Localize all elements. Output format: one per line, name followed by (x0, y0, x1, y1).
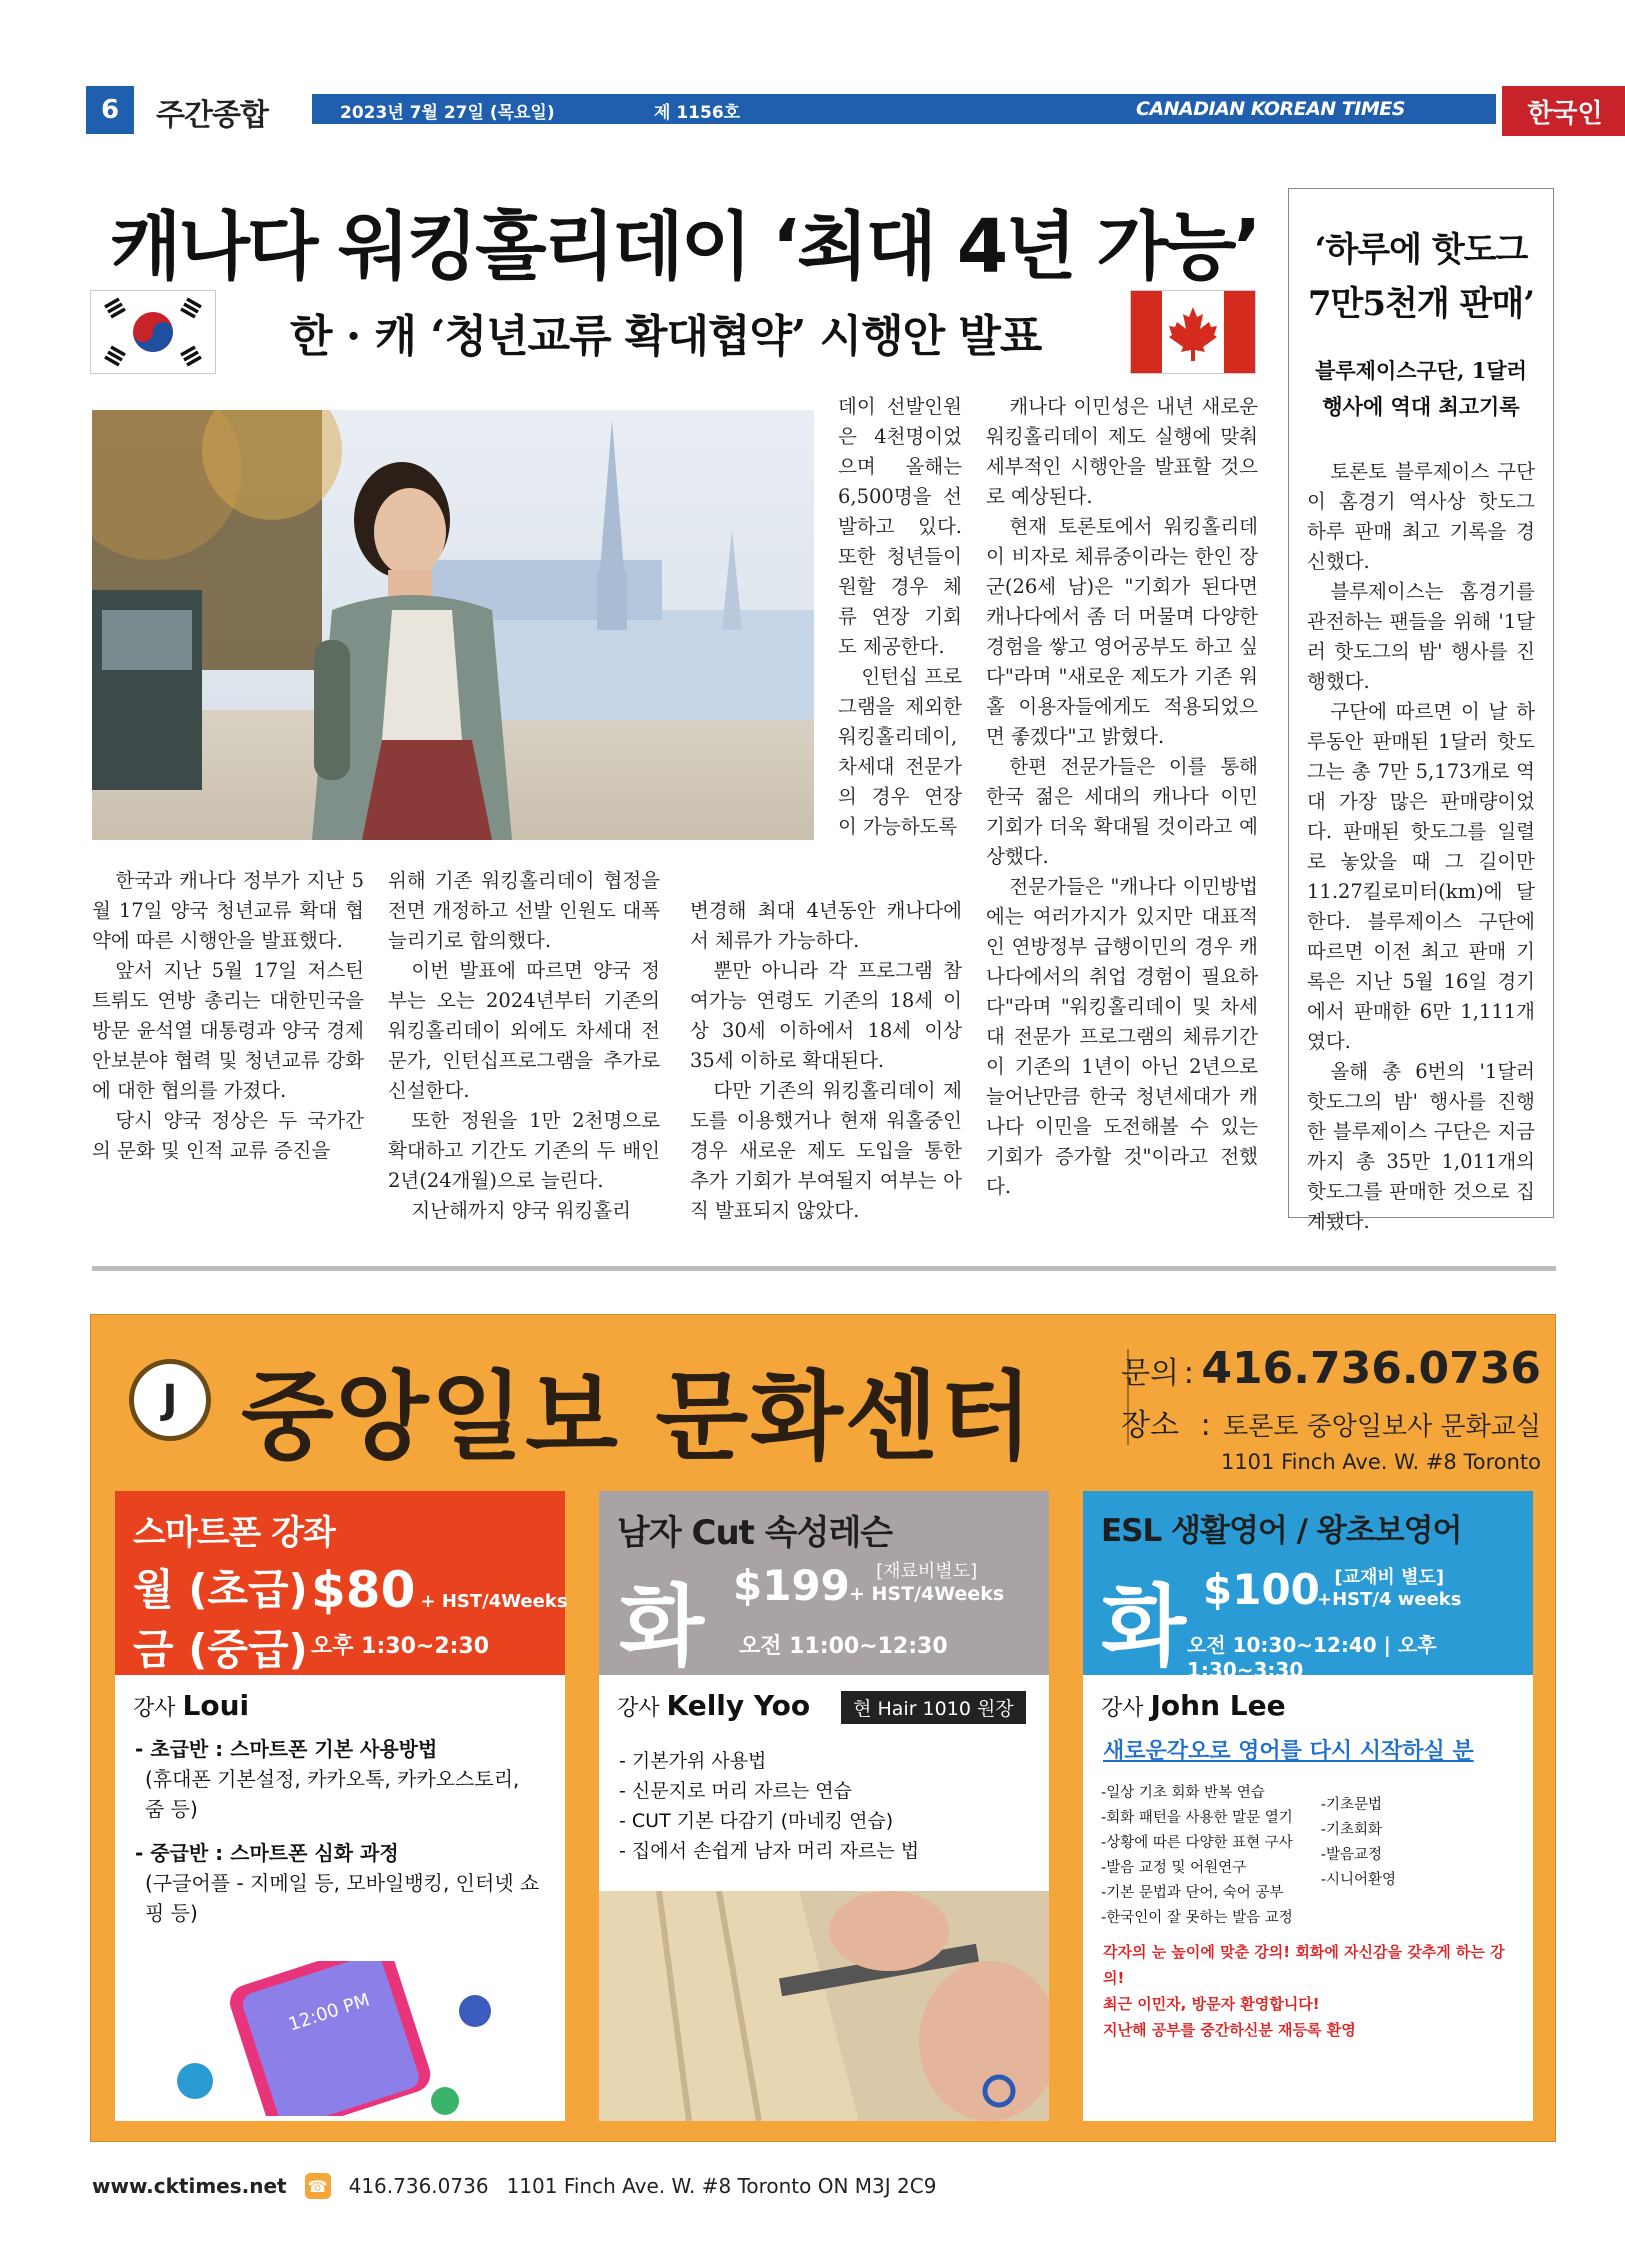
card-day: 월 (초급) (133, 1565, 308, 1614)
list-item: -상황에 따른 다양한 표현 구사 (1101, 1835, 1293, 1851)
sidebar-title: ‘하루에 핫도그 7만5천개 판매’ (1307, 230, 1535, 324)
paragraph: 변경해 최대 4년동안 캐나다에서 체류가 가능하다. (690, 899, 962, 952)
paragraph: 앞서 지난 5월 17일 저스틴 트뤼도 연방 총리는 대한민국을 방문 윤석열 대통령과 양국 경제안보분야 협력 및 청년교류 강화에 대한 협의를 가졌다. (92, 959, 364, 1102)
paragraph: 데이 선발인원은 4천명이었으며 올해는 6,500명을 선발하고 있다. 또한 청년들이 원할 경우 체류 연장 기회도 제공한다. (838, 395, 962, 658)
teacher-label: 강사 (133, 1696, 176, 1721)
paragraph: 블루제이스는 홈경기를 관전하는 팬들을 위해 '1달러 핫도그의 밤' 행사를 진행했다. (1307, 580, 1535, 693)
canada-flag-icon (1130, 290, 1256, 374)
list-item: -기초회화 (1320, 1822, 1383, 1838)
note-line: 각자의 눈 높이에 맞춘 강의! 회화에 자신감을 갖추게 하는 강의! (1103, 1943, 1505, 1987)
list-item: (휴대폰 기본설정, 카카오톡, 카카오스토리, 줌 등) (145, 1767, 520, 1821)
teacher (115, 1675, 565, 1722)
paragraph: 이번 발표에 따르면 양국 정부는 오는 2024년부터 기존의 워킹홀리데이 외에도 차세대 전문가, 인턴십프로그램을 추가로 신설한다. (388, 959, 660, 1102)
teacher-label: 강사 (1101, 1696, 1144, 1721)
article-photo (92, 410, 814, 840)
paragraph: 위해 기존 워킹홀리데이 협정을 전면 개정하고 선발 인원도 대폭 늘리기로 합의했다. (388, 869, 660, 952)
page-header (86, 86, 1603, 134)
paper-name: CANADIAN KOREAN TIMES (1136, 98, 1405, 120)
card-price: $100 (1203, 1565, 1320, 1614)
article-column-3a (838, 392, 962, 842)
list-item: -시니어환영 (1320, 1872, 1397, 1888)
card-price-note: + HST/4Weeks (849, 1583, 1005, 1605)
list-item: -발음교정 (1320, 1847, 1383, 1863)
list-item: - 집에서 손쉽게 남자 머리 자르는 법 (619, 1840, 920, 1862)
section-divider (92, 1266, 1556, 1271)
list-item: - 신문지로 머리 자르는 연습 (619, 1780, 852, 1802)
card-price: $199 (733, 1561, 850, 1610)
article-column-4 (986, 392, 1258, 1202)
list-item: -기초문법 (1320, 1797, 1383, 1813)
page-footer (92, 2168, 1092, 2204)
article-column-3b (690, 896, 962, 1226)
smartphone-illustration (145, 1961, 535, 2116)
list-item: - CUT 기본 다감기 (마네킹 연습) (619, 1810, 894, 1832)
paper-logo: 한국인 (1502, 86, 1625, 136)
ad-address: 1101 Finch Ave. W. #8 Toronto (1220, 1450, 1541, 1474)
list-item: -발음 교정 및 어원연구 (1101, 1860, 1247, 1876)
list-item: - 초급반 : 스마트폰 기본 사용방법 (135, 1737, 438, 1761)
card-time: 오전 10:30~12:40 | 오후 1:30~3:30 (1187, 1633, 1437, 1682)
card-time: 오전 11:00~12:30 (739, 1634, 948, 1659)
section-name: 주간종합 (156, 98, 268, 133)
korea-flag-icon (90, 290, 216, 374)
card-day: 화 (1101, 1575, 1187, 1678)
list-item: (구글어플 - 지메일 등, 모바일뱅킹, 인터넷 쇼핑 등) (145, 1871, 540, 1925)
card-price: $80 (311, 1561, 416, 1619)
paragraph: 구단에 따르면 이 날 하루동안 판매된 1달러 핫도그는 총 7만 5,173개로 역대 가장 많은 판매량이었다. 판매된 핫도그를 일렬로 놓았을 때 그 길이만 11.27킬로미터(km)에 달한다. 블루제이스 구단에 따르면 이전 최고 판매 기록은 지난 5월 16일 경기에서 판매한 6만 1,111개였다. (1307, 700, 1535, 1053)
card-header (599, 1491, 1049, 1678)
article-column-1 (92, 866, 364, 1166)
card-day: 금 (중급) (133, 1625, 308, 1674)
list-item: -회화 패턴을 사용한 말문 열기 (1101, 1810, 1293, 1826)
paragraph: 한편 전문가들은 이를 통해 한국 젊은 세대의 캐나다 이민 기회가 더욱 확대될 것이라고 예상했다. (986, 755, 1258, 868)
teacher-name: John Lee (1150, 1689, 1286, 1722)
list-item: -기본 문법과 단어, 숙어 공부 (1101, 1885, 1284, 1901)
paragraph: 또한 정원을 1만 2천명으로 확대하고 기간도 기존의 두 배인 2년(24개월)으로 늘린다. (388, 1109, 660, 1192)
course-card-smartphone (115, 1491, 568, 2121)
card-price-note: [재료비별도] (876, 1561, 978, 1582)
culture-center-ad (90, 1314, 1556, 2142)
card-time: 오후 1:30~2:30 (311, 1634, 490, 1659)
course-list (1321, 1781, 1396, 1931)
issue-number: 제 1156호 (654, 103, 741, 123)
paragraph: 다만 기존의 워킹홀리데이 제도를 이용했거나 현재 워홀중인 경우 새로운 제도 도입을 통한 추가 기회가 부여될지 여부는 아직 발표되지 않았다. (690, 1079, 962, 1222)
card-header (1083, 1491, 1533, 1682)
teacher-name: Kelly Yoo (666, 1689, 811, 1722)
list-item: - 중급반 : 스마트폰 심화 과정 (135, 1841, 399, 1865)
teacher-name: Loui (182, 1689, 250, 1722)
issue-date: 2023년 7월 27일 (목요일) (340, 103, 555, 123)
paragraph: 올해 총 6번의 '1달러 핫도그의 밤' 행사를 진행한 블루제이스 구단은 지금까지 총 35만 1,011개의 핫도그를 판매한 것으로 집계됐다. (1307, 1060, 1535, 1233)
sidebar-article (1288, 188, 1554, 1233)
haircut-photo (599, 1891, 1049, 2121)
course-card-haircut (599, 1491, 1049, 2121)
course-list (599, 1724, 1049, 1878)
card-price-note: +HST/4 weeks (1317, 1589, 1462, 1610)
ad-title: 중앙일보 문화센터 (241, 1361, 1035, 1473)
article-subhead: 한 · 캐 ‘청년교류 확대협약’ 시행안 발표 (290, 311, 1042, 362)
note-line: 지난해 공부를 중간하신분 재등록 환영 (1103, 2021, 1356, 2039)
paragraph: 인턴십 프로그램을 제외한 워킹홀리데이, 차세대 전문가의 경우 연장이 가능하도록 (838, 665, 962, 838)
colon: : (1200, 1408, 1211, 1443)
course-card-esl (1083, 1491, 1533, 2121)
teacher-tag: 현 Hair 1010 원장 (841, 1691, 1026, 1724)
page-number: 6 (86, 86, 134, 134)
joongang-logo: J (129, 1359, 211, 1441)
list-item: -한국인이 잘 못하는 발음 교정 (1101, 1910, 1293, 1926)
card-header (115, 1491, 568, 1675)
phone-icon: ☎ (305, 2173, 331, 2199)
list-item: -일상 기초 회화 반복 연습 (1101, 1785, 1265, 1801)
esl-notes (1083, 1931, 1533, 2051)
place: 토론토 중앙일보사 문화교실 (1223, 1412, 1541, 1442)
esl-lists (1083, 1765, 1533, 1931)
paragraph: 현재 토론토에서 워킹홀리데이 비자로 체류중이라는 한인 장군(26세 남)은 "기회가 된다면 캐나다에서 좀 더 머물며 다양한 경험을 쌓고 영어공부도 하고 싶다"라며 "새로운 제도가 기존 워홀 이용자들에게도 적용되었으면 좋겠다"고 밝혔다. (986, 515, 1258, 748)
esl-tagline: 새로운각오로 영어를 다시 시작하실 분 (1103, 1739, 1474, 1764)
card-title: ESL 생활영어 / 왕초보영어 (1101, 1513, 1462, 1549)
ad-contact (1121, 1343, 1541, 1474)
article-column-2 (388, 866, 660, 1226)
paragraph: 당시 양국 정상은 두 국가간의 문화 및 인적 교류 증진을 (92, 1109, 364, 1162)
place-label: 장소 (1121, 1408, 1179, 1443)
article-headline: 캐나다 워킹홀리데이 ‘최대 4년 가능’ (110, 204, 1259, 290)
teacher-label: 강사 (617, 1696, 660, 1721)
paragraph: 전문가들은 "캐나다 이민방법에는 여러가지가 있지만 대표적인 연방정부 급행이민의 경우 캐나다에서의 취업 경험이 필요하다"라며 "워킹홀리데이 및 차세대 전문가 프로그램의 체류기간이 기존의 1년이 아닌 2년으로 늘어난만큼 한국 청년세대가 캐나다 이민을 도전해볼 수 있는 기회가 증가할 것"이라고 전했다. (986, 875, 1258, 1198)
card-day: 화 (619, 1575, 705, 1678)
course-list (115, 1722, 565, 1940)
contact-phone: 416.736.0736 (1201, 1343, 1541, 1394)
card-price-note: + HST/4Weeks (420, 1591, 568, 1612)
list-item: - 기본가위 사용법 (619, 1750, 767, 1772)
contact-label: 문의 (1121, 1356, 1179, 1391)
sidebar-body (1307, 457, 1535, 1237)
paragraph: 캐나다 이민성은 내년 새로운 워킹홀리데이 제도 실행에 맞춰 세부적인 시행안을 발표할 것으로 예상된다. (986, 395, 1258, 508)
card-title: 남자 Cut 속성레슨 (617, 1513, 893, 1553)
phone-clock: 12:00 PM (285, 1989, 373, 2036)
footer-phone: 416.736.0736 (348, 2174, 489, 2198)
footer-website[interactable]: www.cktimes.net (92, 2174, 287, 2198)
card-title: 스마트폰 강좌 (133, 1513, 335, 1553)
paragraph: 지난해까지 양국 워킹홀리 (411, 1199, 631, 1222)
sidebar-subtitle: 블루제이스구단, 1달러 행사에 역대 최고기록 (1315, 358, 1527, 419)
colon: : (1183, 1356, 1194, 1391)
footer-address: 1101 Finch Ave. W. #8 Toronto ON M3J 2C9 (506, 2174, 937, 2198)
note-line: 최근 이민자, 방문자 환영합니다! (1103, 1995, 1320, 2013)
card-price-note: [교재비 별도] (1334, 1567, 1445, 1588)
course-list (1101, 1781, 1293, 1931)
paragraph: 토론토 블루제이스 구단이 홈경기 역사상 핫도그 하루 판매 최고 기록을 경신했다. (1307, 460, 1535, 573)
paragraph: 한국과 캐나다 정부가 지난 5월 17일 양국 청년교류 확대 협약에 따른 시행안을 발표했다. (92, 869, 364, 952)
paragraph: 뿐만 아니라 각 프로그램 참여가능 연령도 기존의 18세 이상 30세 이하에서 18세 이상 35세 이하로 확대된다. (690, 959, 962, 1072)
